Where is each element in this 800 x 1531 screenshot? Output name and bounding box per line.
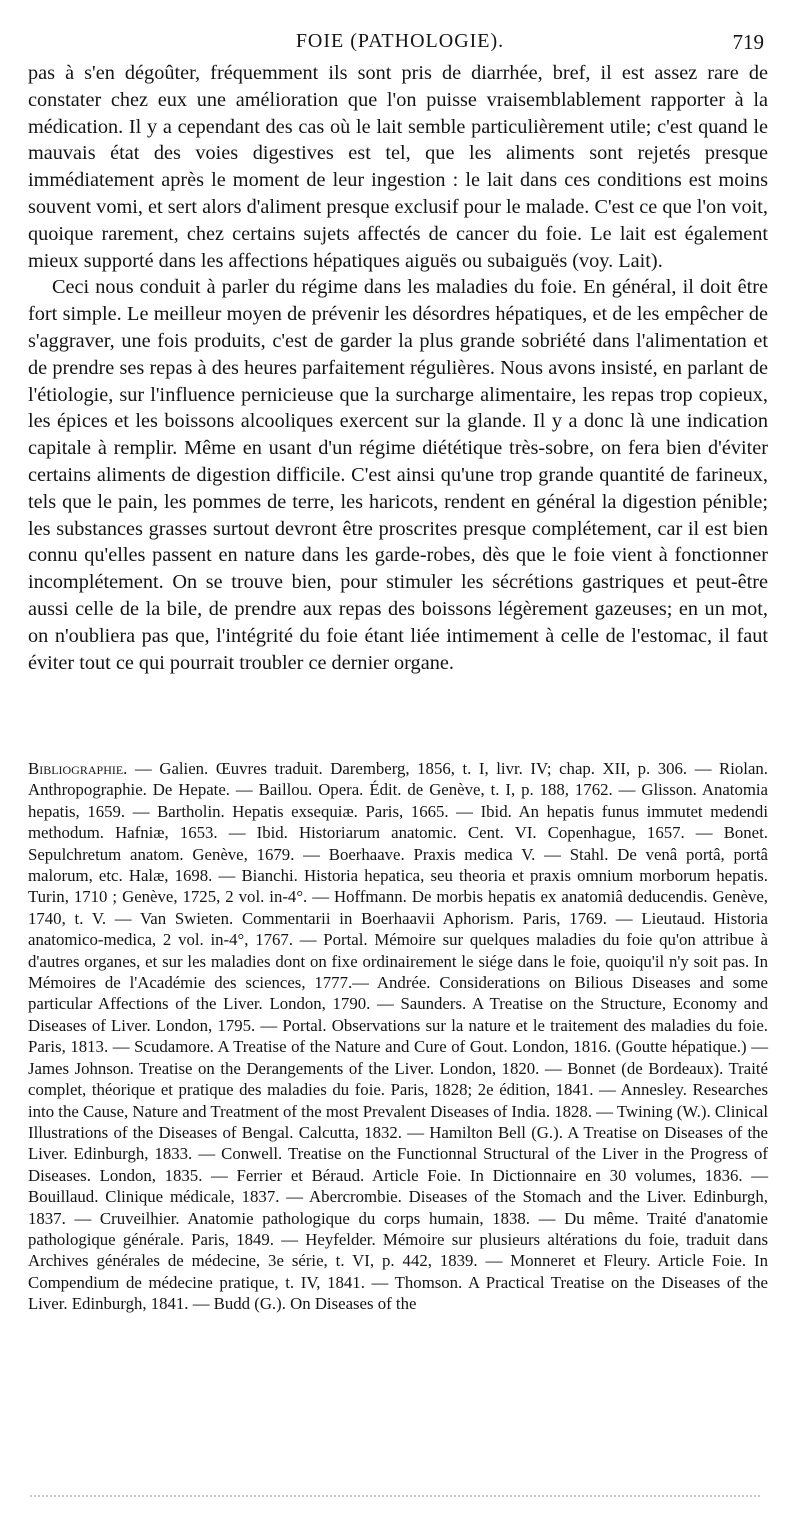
footer-rule — [30, 1495, 760, 1505]
bibliography-label: Bibliographie. — [28, 759, 128, 778]
bibliography-paragraph — [28, 758, 768, 1315]
running-title: FOIE (PATHOLOGIE). — [295, 30, 505, 52]
body-paragraph: pas à s'en dégoûter, fréquemment ils sont pris de diarrhée, bref, il est assez rare de constater chez eux une amélioration que l'on puisse vraisemblablement rapporter à la médication. Il y a cependant des cas où le lait semble particulièrement utile; c'est quand le mauvais état des voies digestives est tel, que les aliments sont rejetés presque immédiatement après le moment de leur ingestion : le lait dans ces conditions est moins souvent vomi, et sert alors d'aliment presque exclusif pour le malade. C'est ce que l'on voit, quoique rarement, chez certains sujets affectés de cancer du foie. Le lait est également mieux supporté dans les affections hépatiques aiguës ou subaiguës (voy. Lait). — [28, 62, 768, 272]
page-number: 719 — [732, 30, 764, 54]
page-header — [28, 30, 772, 56]
main-text — [28, 60, 768, 676]
bibliography-text: — Galien. Œuvres traduit. Daremberg, 1856, t. I, livr. IV; chap. XII, p. 306. — Riolan. Anthropographie. De Hepate. — Baillou. Opera. Édit. de Genève, t. I, p. 188, 1762. — Glisson. Anatomia hepatis, 1659. — Bartholin. Hepatis exsequiæ. Paris, 1665. — Ibid. An hepatis funus immutet medendi methodum. Hafniæ, 1653. — Ibid. Historiarum anatomic. Cent. VI. Copenhague, 1657. — Bonet. Sepulchretum anatom. Genève, 1679. — Boerhaave. Praxis medica V. — Stahl. De venâ portâ, portâ malorum, etc. Halæ, 1698. — Bianchi. Historia hepatica, seu theoria et praxis omnium morborum hepatis. Turin, 1710 ; Genève, 1725, 2 vol. in-4°. — Hoffmann. De morbis hepatis ex anatomiâ deducendis. Genève, 1740, t. V. — Van Swieten. Commentarii in Boerhaavii Aphorism. Paris, 1769. — Lieutaud. Historia anatomico-medica, 2 vol. in-4°, 1767. — Portal. Mémoire sur quelques maladies du foie qu'on attribue à d'autres organes, et sur les maladies dont on fixe ordinairement le siége dans le foie, quoiqu'il n'y soit pas. In Mémoires de l'Académie des sciences, 1777.— Andrée. Considerations on Bilious Diseases and some particular Affections of the Liver. London, 1790. — Saunders. A Treatise on the Structure, Economy and Diseases of Liver. London, 1795. — Portal. Observations sur la nature et le traitement des maladies du foie. Paris, 1813. — Scudamore. A Treatise of the Nature and Cure of Gout. London, 1816. (Goutte hépatique.) — James Johnson. Treatise on the Derangements of the Liver. London, 1820. — Bonnet (de Bordeaux). Traité complet, théorique et pratique des maladies du foie. Paris, 1828; 2e édition, 1841. — Annesley. Researches into the Cause, Nature and Treatment of the most Prevalent Diseases of India. 1828. — Twining (W.). Clinical Illustrations of the Diseases of Bengal. Calcutta, 1832. — Hamilton Bell (G.). A Treatise on Diseases of the Liver. Edinburgh, 1833. — Conwell. Treatise on the Functionnal Structural of the Liver in the Progress of Diseases. London, 1835. — Ferrier et Béraud. Article Foie. In Dictionnaire en 30 volumes, 1836. — Bouillaud. Clinique médicale, 1837. — Abercrombie. Diseases of the Stomach and the Liver. Edinburgh, 1837. — Cruveilhier. Anatomie pathologique du corps humain, 1838. — Du même. Traité d'anatomie pathologique générale. Paris, 1849. — Heyfelder. Mémoire sur plusieurs altérations du foie, traduit dans Archives générales de médecine, 3e série, t. VI, p. 442, 1839. — Monneret et Fleury. Article Foie. In Compendium de médecine pratique, t. IV, 1841. — Thomson. A Practical Treatise on the Diseases of the Liver. Edinburgh, 1841. — Budd (G.). On Diseases of the — [28, 759, 768, 1314]
body-paragraph: Ceci nous conduit à parler du régime dans les maladies du foie. En général, il doit être fort simple. Le meilleur moyen de prévenir les désordres hépatiques, et de les empêcher de s'aggraver, une fois produits, c'est de garder la plus grande sobriété dans l'alimentation et de prendre ses repas à des heures parfaitement régulières. Nous avons insisté, en parlant de l'étiologie, sur l'influence pernicieuse que la surcharge alimentaire, les repas trop copieux, les épices et les boissons alcooliques exercent sur la glande. Il y a donc là une indication capitale à remplir. Même en usant d'un régime diététique très-sobre, on fera bien d'éviter certains aliments de digestion difficile. C'est ainsi qu'une trop grande quantité de farineux, tels que le pain, les pommes de terre, les haricots, rendent en général la digestion pénible; les substances grasses surtout devront être proscrites presque complétement, car il est bien connu qu'elles passent en nature dans les garde-robes, dès que le foie vient à fonctionner incomplétement. On se trouve bien, pour stimuler les sécrétions gastriques et peut-être aussi celle de la bile, de prendre aux repas des boissons légèrement gazeuses; en un mot, on n'oubliera pas que, l'intégrité du foie étant liée intimement à celle de l'estomac, il faut éviter tout ce qui pourrait troubler ce dernier organe. — [28, 276, 768, 674]
bibliography-section — [28, 758, 768, 1315]
